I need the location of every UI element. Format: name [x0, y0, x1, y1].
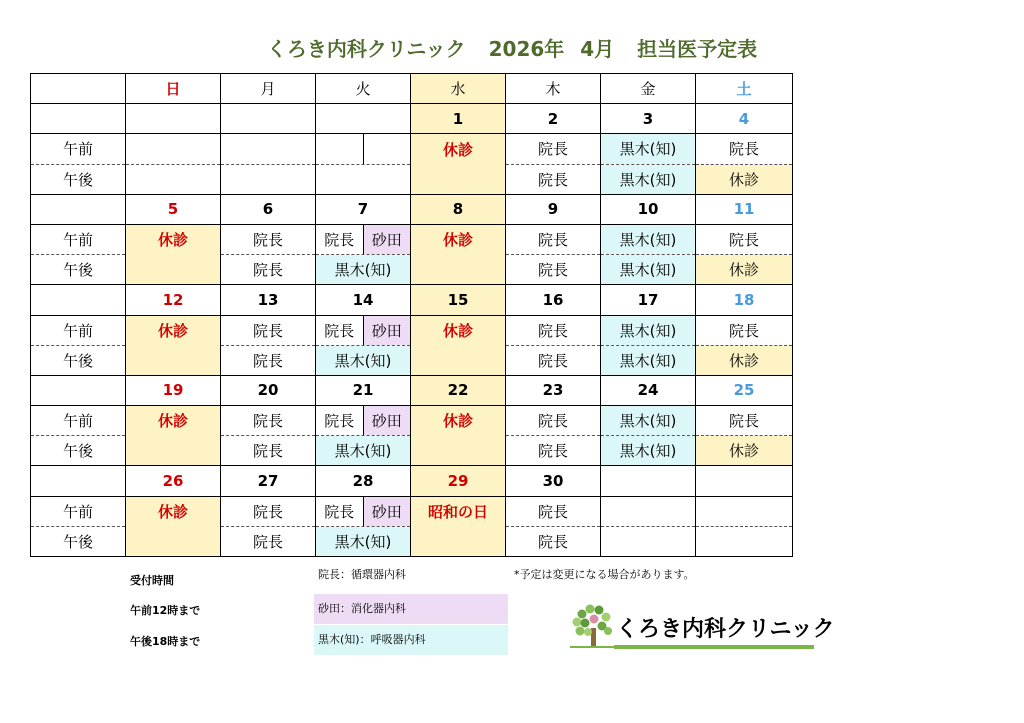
pm-row — [31, 345, 793, 375]
doctor-cell — [411, 315, 506, 345]
date-number: 14 — [352, 290, 374, 309]
doctor-cell — [411, 526, 506, 556]
date-number: 17 — [637, 290, 659, 309]
date-cell — [316, 104, 411, 134]
date-number: 22 — [447, 381, 469, 400]
date-number: 25 — [733, 381, 755, 400]
weekday-header-row — [31, 74, 793, 104]
doctor-name: 黒木(知) — [334, 442, 392, 461]
doctor-cell — [126, 526, 221, 556]
legend-sunada: 砂田：消化器内科 — [314, 594, 508, 624]
am-label-cell — [31, 496, 126, 526]
doctor-name: 院長 — [537, 532, 568, 551]
am-label-cell — [31, 134, 126, 164]
doctor-name: 院長 — [728, 140, 759, 159]
doctor-cell — [506, 526, 601, 556]
pm-row — [31, 255, 793, 285]
doctor-cell — [601, 496, 696, 526]
doctor-cell — [411, 406, 506, 436]
doctor-cell — [316, 164, 411, 194]
doctor-cell — [221, 315, 316, 345]
date-cell — [696, 104, 793, 134]
doctor-name: 黒木(知) — [619, 351, 677, 370]
doctor-cell — [316, 436, 411, 466]
doctor-cell — [221, 436, 316, 466]
doctor-cell — [411, 164, 506, 194]
doctor-name: 院長 — [252, 412, 283, 431]
doctor-name: 院長 — [252, 321, 283, 340]
doctor-name: 院長 — [537, 442, 568, 461]
date-number: 26 — [162, 472, 184, 491]
doctor-cell — [601, 164, 696, 194]
date-row — [31, 375, 793, 405]
date-cell — [221, 466, 316, 496]
date-number: 21 — [352, 381, 374, 400]
weekday-4 — [506, 74, 601, 104]
doctor-cell — [411, 255, 506, 285]
doctor-cell — [601, 436, 696, 466]
date-number: 11 — [733, 200, 755, 219]
doctor-cell — [221, 224, 316, 254]
doctor-cell — [411, 496, 506, 526]
date-cell — [126, 104, 221, 134]
doctor-cell — [601, 134, 696, 164]
date-number: 5 — [167, 200, 179, 219]
session-label: 午後 — [62, 532, 93, 551]
pm-hours: 午後18時まで — [130, 635, 201, 648]
doctor-name: 院長 — [537, 502, 568, 521]
doctor-name: 休診 — [157, 231, 188, 250]
date-cell — [601, 466, 696, 496]
pm-label-cell — [31, 164, 126, 194]
date-number: 7 — [357, 200, 369, 219]
doctor-name: 院長 — [537, 321, 568, 340]
date-number: 1 — [452, 109, 464, 128]
date-number: 6 — [262, 200, 274, 219]
doctor-name: 休診 — [157, 502, 188, 521]
session-label: 午前 — [62, 231, 93, 250]
doctor-name: 院長 — [537, 261, 568, 280]
doctor-cell — [411, 224, 506, 254]
weekday-label: 日 — [165, 80, 181, 99]
empty-slot — [316, 134, 364, 163]
doctor-name: 休診 — [442, 231, 473, 250]
date-row-label — [31, 375, 126, 405]
doctor-name: 休診 — [157, 412, 188, 431]
date-number: 28 — [352, 472, 374, 491]
doctor-name: 休診 — [728, 351, 759, 370]
doctor-name: 黒木(知) — [619, 442, 677, 461]
pm-row — [31, 526, 793, 556]
weekday-label: 火 — [355, 80, 371, 99]
date-number: 29 — [447, 472, 469, 491]
corner-cell — [31, 74, 126, 104]
doctor-name: 院長 — [252, 351, 283, 370]
doctor-name: 休診 — [442, 412, 473, 431]
date-cell — [411, 375, 506, 405]
date-cell — [316, 285, 411, 315]
doctor-name: 黒木(知) — [619, 140, 677, 159]
date-number: 4 — [738, 109, 750, 128]
doctor-cell — [126, 164, 221, 194]
date-cell — [126, 285, 221, 315]
doctor-name: 休診 — [728, 170, 759, 189]
date-row — [31, 194, 793, 224]
session-label: 午前 — [62, 412, 93, 431]
session-label: 午後 — [62, 442, 93, 461]
month: 4月 — [580, 37, 615, 61]
doctor-cell — [506, 496, 601, 526]
doctor-name: 休診 — [442, 321, 473, 340]
year: 2026年 — [488, 37, 565, 61]
date-cell — [316, 194, 411, 224]
doctor-cell — [601, 406, 696, 436]
doctor-cell — [221, 164, 316, 194]
am-row — [31, 315, 793, 345]
doctor-cell — [696, 134, 793, 164]
weekday-label: 土 — [736, 80, 752, 99]
doctor-name: 黒木(知) — [619, 231, 677, 250]
date-cell — [316, 375, 411, 405]
date-cell — [126, 194, 221, 224]
doctor-cell — [601, 315, 696, 345]
session-label: 午前 — [62, 140, 93, 159]
doctor-name: 院長 — [252, 502, 283, 521]
doctor-name: 砂田 — [364, 225, 411, 254]
date-number: 3 — [642, 109, 654, 128]
doctor-name: 院長 — [252, 261, 283, 280]
date-number: 2 — [547, 109, 559, 128]
date-row-label — [31, 194, 126, 224]
doctor-name: 院長 — [316, 225, 364, 254]
doctor-name: 院長 — [252, 532, 283, 551]
doctor-cell — [601, 224, 696, 254]
doctor-name: 院長 — [252, 442, 283, 461]
pm-row — [31, 436, 793, 466]
doctor-name: 院長 — [728, 231, 759, 250]
date-cell — [411, 285, 506, 315]
date-cell — [126, 466, 221, 496]
date-row — [31, 466, 793, 496]
doctor-cell-split — [316, 496, 411, 526]
doctor-name: 黒木(知) — [619, 261, 677, 280]
doctor-cell — [221, 406, 316, 436]
doctor-cell — [506, 315, 601, 345]
doctor-cell — [221, 134, 316, 164]
legend-director: 院長：循環器内科 — [318, 568, 406, 581]
doctor-cell-split — [316, 224, 411, 254]
am-label-cell — [31, 406, 126, 436]
date-cell — [221, 104, 316, 134]
doctor-cell — [126, 406, 221, 436]
doctor-cell — [696, 496, 793, 526]
doctor-name: 砂田 — [364, 497, 411, 526]
date-cell — [221, 194, 316, 224]
date-cell — [601, 194, 696, 224]
weekday-label: 月 — [260, 80, 276, 99]
doctor-cell — [126, 345, 221, 375]
doctor-cell-split — [316, 406, 411, 436]
doctor-name: 黒木(知) — [619, 321, 677, 340]
doctor-cell-split — [316, 315, 411, 345]
date-number: 18 — [733, 290, 755, 309]
pm-label-cell — [31, 345, 126, 375]
date-number: 12 — [162, 290, 184, 309]
doctor-name: 院長 — [728, 412, 759, 431]
doctor-name: 休診 — [157, 321, 188, 340]
doctor-cell — [601, 345, 696, 375]
doctor-cell — [696, 406, 793, 436]
doctor-cell — [316, 526, 411, 556]
doctor-cell — [316, 255, 411, 285]
am-row — [31, 224, 793, 254]
schedule-note: *予定は変更になる場合があります。 — [514, 568, 695, 581]
session-label: 午前 — [62, 321, 93, 340]
date-number: 16 — [542, 290, 564, 309]
session-label: 午前 — [62, 502, 93, 521]
doctor-name: 院長 — [316, 316, 364, 345]
legend-kuroki: 黒木(知)：呼吸器内科 — [314, 625, 508, 655]
pm-label-cell — [31, 436, 126, 466]
doctor-name: 黒木(知) — [619, 412, 677, 431]
date-cell — [506, 375, 601, 405]
doctor-name: 黒木(知) — [619, 170, 677, 189]
weekday-6 — [696, 74, 793, 104]
doctor-name: 院長 — [316, 406, 364, 435]
doctor-cell — [696, 224, 793, 254]
empty-slot — [364, 134, 411, 163]
doctor-name: 黒木(知) — [334, 261, 392, 280]
pm-row — [31, 164, 793, 194]
doctor-cell — [126, 134, 221, 164]
doctor-cell — [126, 315, 221, 345]
date-cell — [696, 285, 793, 315]
doctor-cell — [506, 406, 601, 436]
date-number: 9 — [547, 200, 559, 219]
date-row-label — [31, 104, 126, 134]
date-cell — [506, 466, 601, 496]
doctor-name: 黒木(知) — [334, 532, 392, 551]
doctor-cell — [126, 255, 221, 285]
date-cell — [411, 194, 506, 224]
doctor-cell — [221, 255, 316, 285]
date-number: 24 — [637, 381, 659, 400]
am-row — [31, 496, 793, 526]
doctor-cell — [221, 345, 316, 375]
date-cell — [506, 194, 601, 224]
doctor-cell — [316, 345, 411, 375]
date-cell — [696, 375, 793, 405]
date-cell — [601, 375, 696, 405]
am-row — [31, 406, 793, 436]
doctor-cell — [696, 255, 793, 285]
date-cell — [601, 285, 696, 315]
date-number: 30 — [542, 472, 564, 491]
weekday-2 — [316, 74, 411, 104]
doctor-cell — [506, 164, 601, 194]
doctor-cell — [221, 526, 316, 556]
date-cell — [411, 104, 506, 134]
doctor-name: 砂田 — [364, 406, 411, 435]
weekday-label: 木 — [545, 80, 561, 99]
doctor-cell — [696, 436, 793, 466]
doctor-name: 院長 — [537, 412, 568, 431]
doctor-name: 休診 — [728, 442, 759, 461]
doctor-cell — [601, 255, 696, 285]
weekday-1 — [221, 74, 316, 104]
reception-label: 受付時間 — [130, 574, 174, 587]
doctor-name: 院長 — [537, 140, 568, 159]
date-cell — [411, 466, 506, 496]
date-cell — [506, 285, 601, 315]
doctor-name: 院長 — [537, 231, 568, 250]
date-number: 27 — [257, 472, 279, 491]
doctor-name: 院長 — [252, 231, 283, 250]
logo-clinic-name: くろき内科クリニック — [616, 617, 835, 642]
doctor-cell — [126, 436, 221, 466]
date-row-label — [31, 285, 126, 315]
doctor-cell — [696, 164, 793, 194]
doctor-cell — [126, 496, 221, 526]
doctor-name: 昭和の日 — [427, 502, 488, 521]
schedule-table — [30, 73, 793, 557]
doctor-cell — [126, 224, 221, 254]
doctor-name: 黒木(知) — [334, 351, 392, 370]
logo-underline — [614, 645, 814, 649]
weekday-5 — [601, 74, 696, 104]
session-label: 午後 — [62, 170, 93, 189]
date-number: 20 — [257, 381, 279, 400]
weekday-0 — [126, 74, 221, 104]
doctor-cell — [316, 134, 411, 164]
am-row — [31, 134, 793, 164]
doctor-name: 院長 — [728, 321, 759, 340]
weekday-3 — [411, 74, 506, 104]
doctor-name: 休診 — [728, 261, 759, 280]
doctor-cell — [601, 526, 696, 556]
doctor-name: 砂田 — [364, 316, 411, 345]
doctor-cell — [411, 345, 506, 375]
weekday-label: 金 — [640, 80, 656, 99]
date-cell — [316, 466, 411, 496]
am-label-cell — [31, 224, 126, 254]
session-label: 午後 — [62, 261, 93, 280]
date-row-label — [31, 466, 126, 496]
weekday-label: 水 — [450, 80, 466, 99]
doctor-cell — [506, 345, 601, 375]
date-number: 15 — [447, 290, 469, 309]
date-number: 13 — [257, 290, 279, 309]
date-cell — [601, 104, 696, 134]
clinic-name: くろき内科クリニック — [266, 37, 466, 61]
date-cell — [696, 466, 793, 496]
doctor-cell — [696, 526, 793, 556]
date-number: 23 — [542, 381, 564, 400]
date-cell — [506, 104, 601, 134]
date-cell — [221, 375, 316, 405]
doctor-cell — [506, 224, 601, 254]
doctor-cell — [411, 134, 506, 164]
date-cell — [696, 194, 793, 224]
date-row — [31, 104, 793, 134]
date-number: 19 — [162, 381, 184, 400]
doctor-cell — [411, 436, 506, 466]
schedule-subject: 担当医予定表 — [637, 37, 758, 61]
page-title — [0, 33, 1024, 62]
doctor-cell — [696, 315, 793, 345]
doctor-name: 休診 — [442, 140, 473, 159]
doctor-cell — [506, 134, 601, 164]
am-label-cell — [31, 315, 126, 345]
doctor-cell — [696, 345, 793, 375]
pm-label-cell — [31, 255, 126, 285]
am-hours: 午前12時まで — [130, 604, 201, 617]
date-cell — [221, 285, 316, 315]
pm-label-cell — [31, 526, 126, 556]
doctor-cell — [221, 496, 316, 526]
session-label: 午後 — [62, 351, 93, 370]
doctor-cell — [506, 255, 601, 285]
doctor-name: 院長 — [537, 351, 568, 370]
date-row — [31, 285, 793, 315]
doctor-name: 院長 — [316, 497, 364, 526]
doctor-name: 院長 — [537, 170, 568, 189]
date-cell — [126, 375, 221, 405]
doctor-cell — [506, 436, 601, 466]
date-number: 8 — [452, 200, 464, 219]
date-number: 10 — [637, 200, 659, 219]
